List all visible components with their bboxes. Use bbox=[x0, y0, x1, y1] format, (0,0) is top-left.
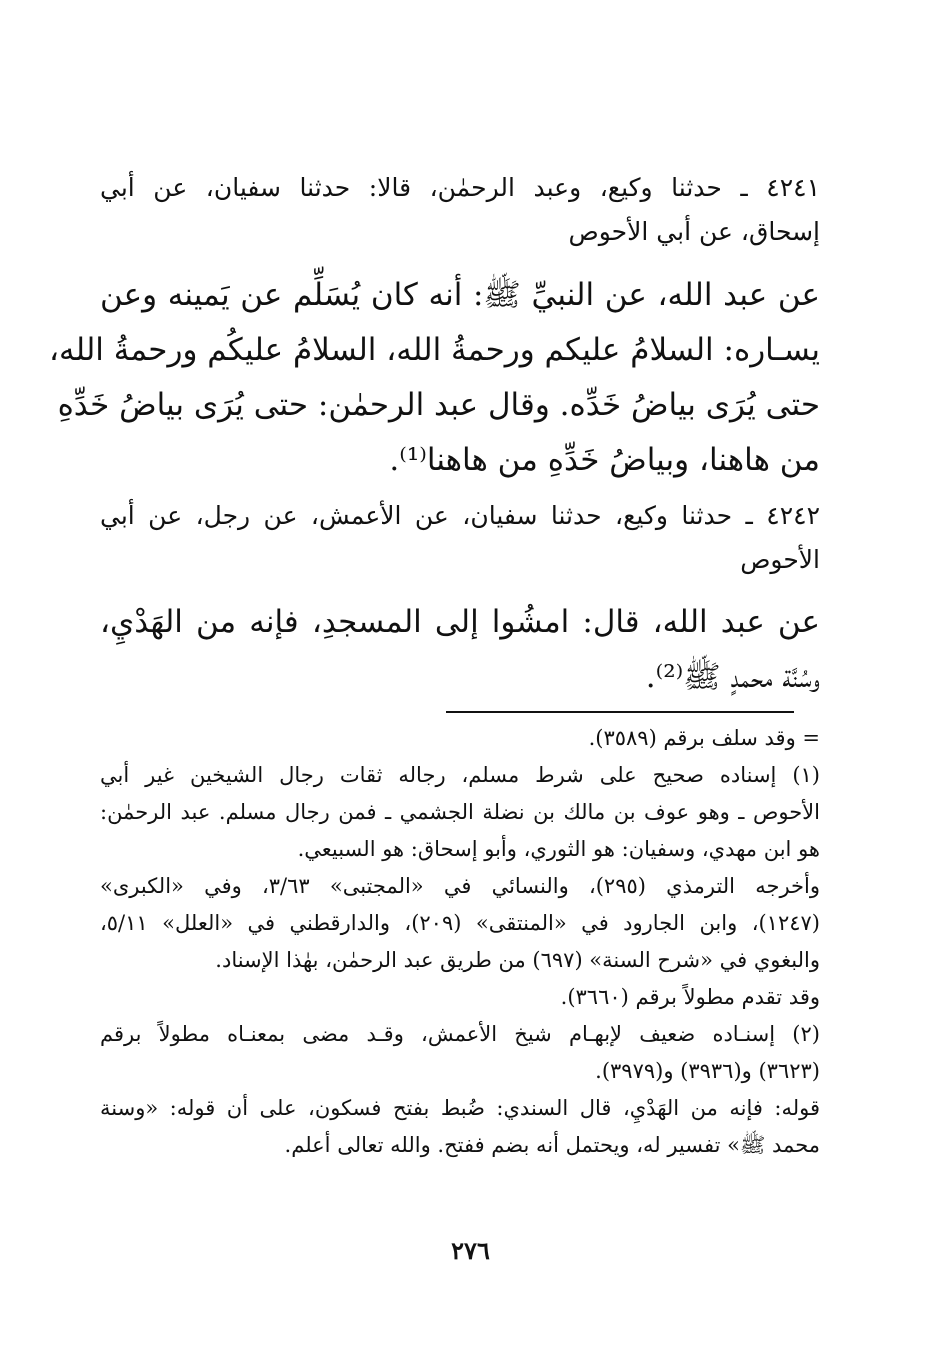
hadith-4242-isnad bbox=[100, 494, 820, 582]
page-number: ٢٧٦ bbox=[451, 1236, 490, 1265]
hadith-4241-isnad bbox=[100, 166, 820, 254]
footnote-line: (١٢٤٧)، وابن الجارود في «المنتقى» (٢٠٩)، والدارقطني في «العلل» ٥/١١، bbox=[100, 911, 820, 935]
isnad-line: الأحوص bbox=[740, 545, 820, 574]
matn-line: حتى يُرَى بياضُ خَدِّه. وقال عبد الرحمٰن: حتى يُرَى بياضُ خَدِّهِ bbox=[57, 387, 820, 423]
isnad-line: ٤٢٤٢ ـ حدثنا وكيع، حدثنا سفيان، عن الأعمش، عن رجل، عن أبي bbox=[100, 501, 820, 530]
footnote-separator bbox=[446, 711, 794, 713]
footnote-line: محمد ﷺ» تفسير له، ويحتمل أنه بضم ففتح. والله تعالى أعلم. bbox=[284, 1133, 820, 1157]
matn-line: عن عبد الله، قال: امشُوا إلى المسجدِ، فإنه من الهَدْيِ، bbox=[100, 604, 820, 640]
footnote-line: قوله: فإنه من الهَدْيِ، قال السندي: ضُبط بفتح فسكون، على أن قوله: «وسنة bbox=[100, 1096, 820, 1120]
footnote-line: (٣٦٢٣) و(٣٩٣٦) و(٣٩٧٩). bbox=[595, 1059, 820, 1083]
footnote-line: وقد تقدم مطولاً برقم (٣٦٦٠). bbox=[560, 985, 820, 1009]
footnote-2 bbox=[100, 1016, 820, 1164]
matn-line: وسُنَّة محمدٍ ﷺ⁽²⁾. bbox=[645, 659, 820, 695]
hadith-4242-matn bbox=[100, 595, 820, 705]
footnotes bbox=[100, 720, 820, 1164]
footnote-carryover: = وقد سلف برقم (٣٥٨٩). bbox=[588, 726, 820, 750]
footnote-line: هو ابن مهدي، وسفيان: هو الثوري، وأبو إسحاق: هو السبيعي. bbox=[297, 837, 820, 861]
footnote-line: (١) إسناده صحيح على شرط مسلم، رجاله ثقات رجال الشيخين غير أبي bbox=[100, 763, 820, 787]
footnote-line: الأحوص ـ وهو عوف بن مالك بن نضلة الجشمي ـ فمن رجال مسلم. عبد الرحمٰن: bbox=[100, 800, 820, 824]
footnote-line: والبغوي في «شرح السنة» (٦٩٧) من طريق عبد الرحمٰن، بهٰذا الإسناد. bbox=[215, 948, 820, 972]
footnote-line: وأخرجه الترمذي (٢٩٥)، والنسائي في «المجتبى» ٣/٦٣، وفي «الكبرى» bbox=[100, 874, 820, 898]
matn-line: عن عبد الله، عن النبيِّ ﷺ: أنه كان يُسَلِّم عن يَمينه وعن bbox=[100, 277, 820, 313]
footnote-1 bbox=[100, 757, 820, 1016]
isnad-line: ٤٢٤١ ـ حدثنا وكيع، وعبد الرحمٰن، قالا: حدثنا سفيان، عن أبي bbox=[100, 173, 820, 202]
matn-line: يسـاره: السلامُ عليكم ورحمةُ الله، السلامُ عليكُم ورحمةُ الله، bbox=[48, 332, 820, 368]
isnad-line: إسحاق، عن أبي الأحوص bbox=[568, 217, 820, 246]
footnote-line: (٢) إسنـاده ضعيف لإبهـام شيخ الأعمش، وقـد مضى بمعنـاه مطولاً برقم bbox=[100, 1022, 820, 1046]
hadith-4241-matn bbox=[48, 268, 820, 488]
matn-line: من هاهنا، وبياضُ خَدِّهِ من هاهنا⁽¹⁾. bbox=[389, 442, 820, 478]
